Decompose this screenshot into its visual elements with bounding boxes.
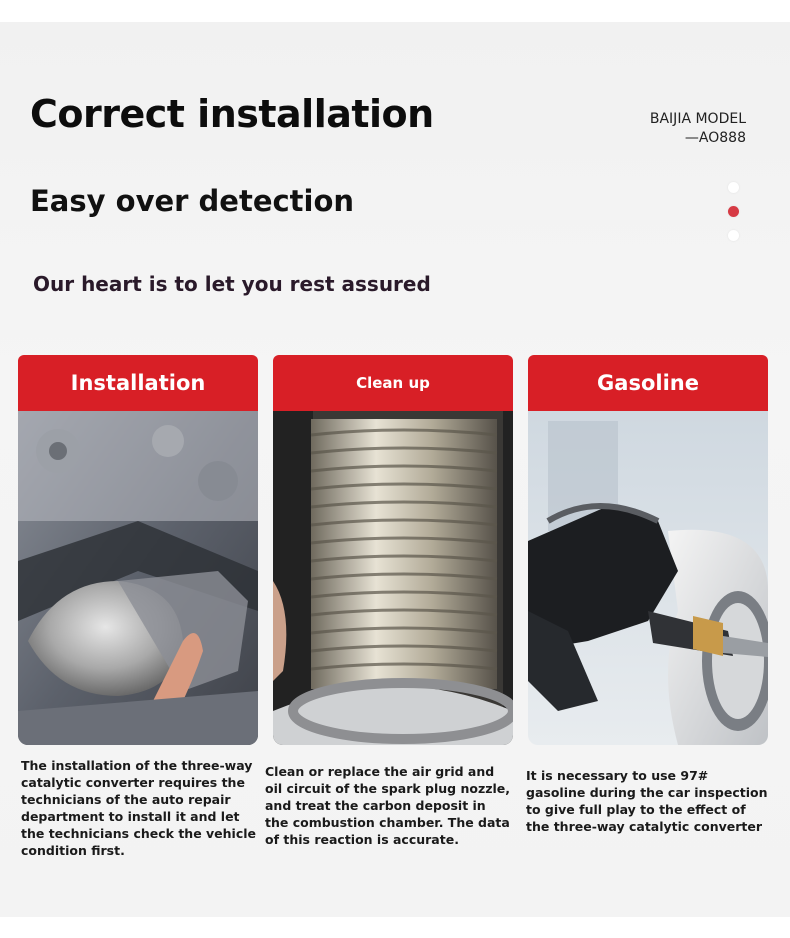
fuel-nozzle-photo [528,411,768,745]
threaded-pipe-photo [273,411,513,745]
card-gasoline [528,355,768,745]
subtitle: Easy over detection [30,184,355,218]
card-installation [18,355,258,745]
page-title: Correct installation [30,92,434,136]
card-clean-up [273,355,513,745]
model-number: —AO888 [684,130,746,146]
card-heading: Installation [18,355,258,411]
carousel-indicator [728,182,740,254]
model-name: BAIJIA MODEL [649,111,746,127]
carousel-dot[interactable] [728,182,739,193]
card-description-clean-up: Clean or replace the air grid and oil circuit of the spark plug nozzle, and treat the carbon deposit in the combustion chamber. The data of this reaction is accurate. [265,764,511,847]
carousel-dot-active[interactable] [728,206,739,217]
tagline: Our heart is to let you rest assured [33,272,431,296]
card-description-gasoline: It is necessary to use 97# gasoline during the car inspection to give full play to the effect of the three-way catalytic converter [526,768,768,834]
catalytic-converter-photo [18,411,258,745]
card-heading: Clean up [273,355,513,411]
model-label [650,110,746,148]
card-description-installation: The installation of the three-way catalytic converter requires the technicians of the auto repair department to install it and let the technicians check the vehicle condition first. [21,758,257,858]
card-heading: Gasoline [528,355,768,411]
carousel-dot[interactable] [728,230,739,241]
